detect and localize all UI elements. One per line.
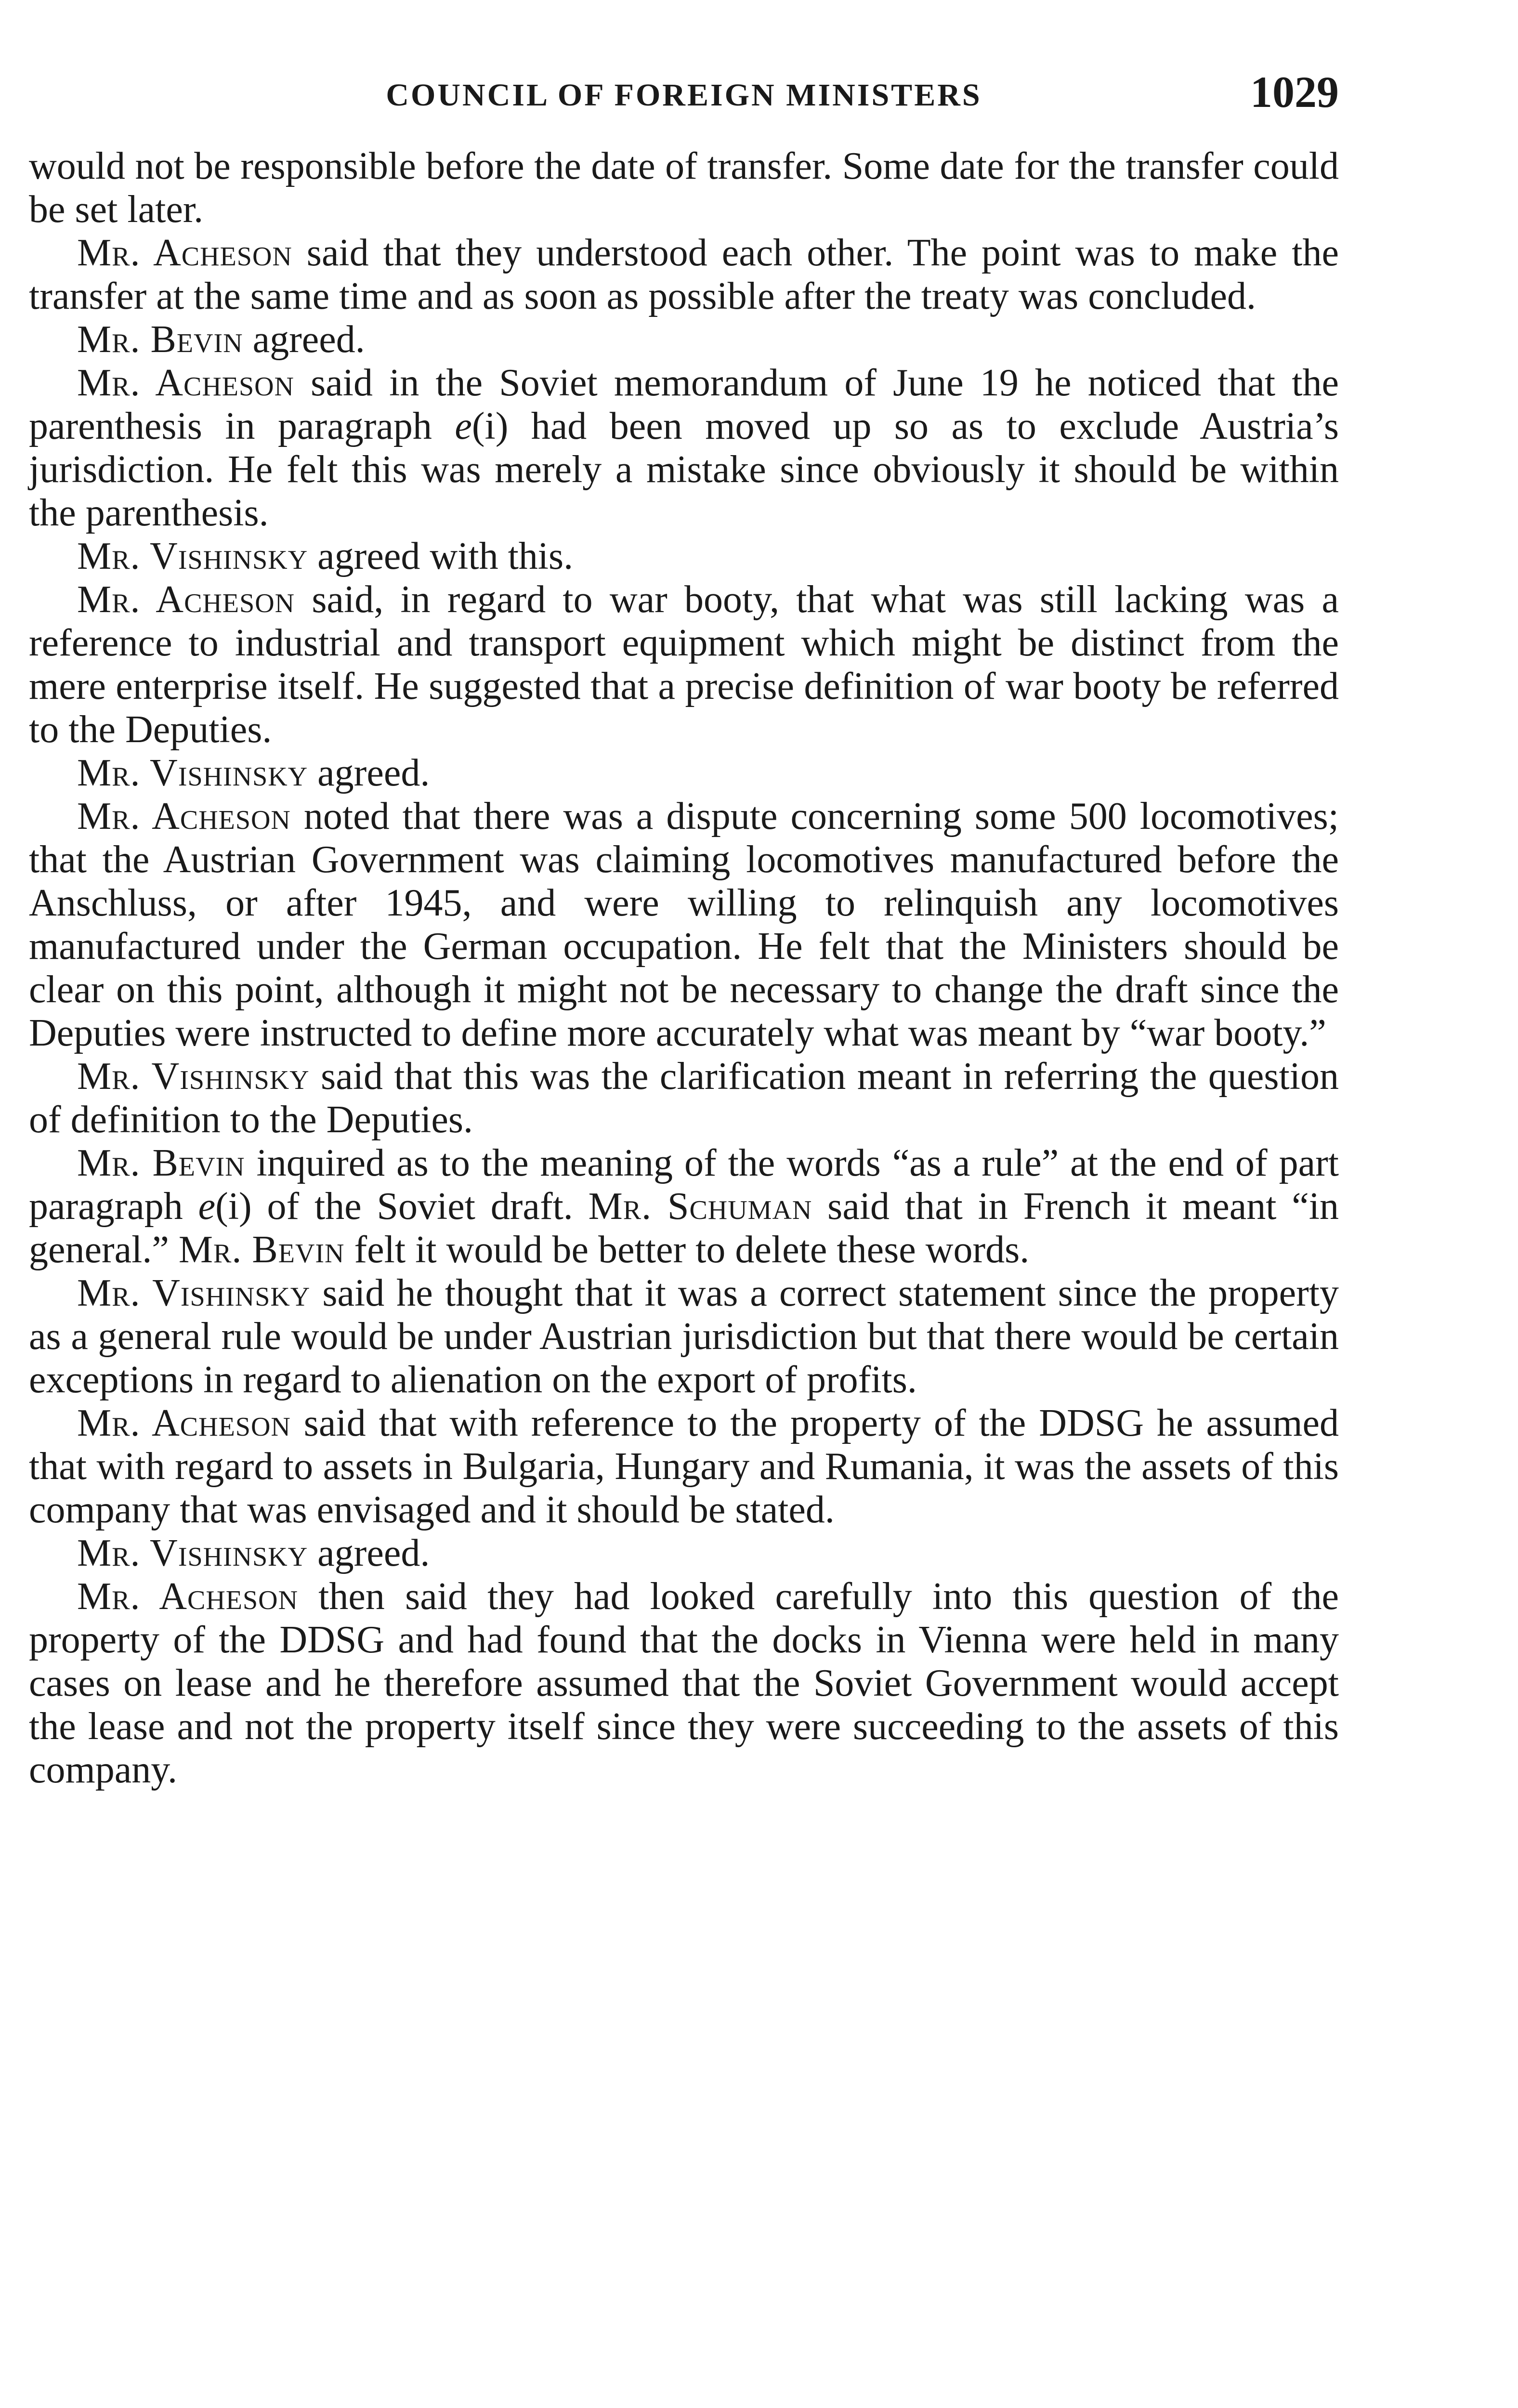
page-number: 1029	[1250, 67, 1339, 117]
paragraph	[29, 231, 1339, 318]
paragraph-text: said in the Soviet memorandum of June 19 he noticed that the parenthesis in paragraph	[29, 362, 1339, 447]
body-text	[29, 144, 1339, 1792]
paragraph	[29, 535, 1339, 578]
paragraph-text: said that this was the clarification meant in referring the question of definition to the Deputies.	[29, 1055, 1339, 1141]
paragraph-text: (i) of the Soviet draft.	[215, 1185, 589, 1228]
paragraph-continuation	[29, 144, 1339, 231]
paragraph-text: said that they understood each other. The point was to make the transfer at the same time and as soon as possible after the treaty was concluded.	[29, 232, 1339, 317]
speaker-name: Mr. Vishinsky	[77, 1272, 311, 1314]
running-head	[29, 67, 1339, 144]
paragraph-text: then said they had looked carefully into this question of the property of the DDSG and had found that the docks in Vienna were held in many cases on lease and he therefore assumed that the Soviet Government would accept the lease and not the property itself since they were succeeding to the assets of this company.	[29, 1575, 1339, 1791]
paragraph-text: agreed.	[308, 1532, 430, 1574]
speaker-name: Mr. Acheson	[77, 578, 295, 621]
paragraph-text: said that with reference to the property of the DDSG he assumed that with regard to assets in Bulgaria, Hungary and Rumania, it was the assets of this company that was envisaged and it should be stated.	[29, 1402, 1339, 1531]
paragraph-letter: e	[198, 1185, 216, 1228]
speaker-name: Mr. Vishinsky	[77, 1055, 310, 1098]
speaker-name: Mr. Acheson	[77, 362, 294, 404]
paragraph	[29, 1141, 1339, 1271]
paragraph-text: agreed.	[308, 752, 430, 794]
speaker-name: Mr. Acheson	[77, 1575, 299, 1618]
paragraph-text: said, in regard to war booty, that what was still lacking was a reference to industrial and transport equipment which might be distinct from the mere enterprise itself. He suggested that a precise definition of war booty be referred to the Deputies.	[29, 578, 1339, 751]
running-title: COUNCIL OF FOREIGN MINISTERS	[386, 78, 982, 113]
speaker-name: Mr. Vishinsky	[77, 535, 308, 577]
paragraph-text: agreed.	[243, 318, 365, 361]
paragraph	[29, 1575, 1339, 1792]
speaker-name: Mr. Vishinsky	[77, 1532, 308, 1574]
speaker-name: Mr. Bevin	[77, 318, 243, 361]
paragraph	[29, 1055, 1339, 1141]
speaker-name: Mr. Vishinsky	[77, 752, 308, 794]
paragraph	[29, 361, 1339, 535]
document-page	[29, 67, 1339, 2408]
paragraph	[29, 751, 1339, 795]
paragraph	[29, 318, 1339, 361]
speaker-name: Mr. Acheson	[77, 232, 292, 274]
paragraph	[29, 1531, 1339, 1575]
paragraph-text: said that in French it meant “in general.”	[29, 1185, 1339, 1271]
paragraph-text: would not be responsible before the date of transfer. Some date for the transfer could be set later.	[29, 145, 1339, 231]
paragraph-letter: e	[455, 405, 472, 447]
paragraph	[29, 578, 1339, 751]
paragraph-text: felt it would be better to delete these words.	[344, 1229, 1030, 1271]
paragraph-text: inquired as to the meaning of the words “as a rule” at the end of part paragraph	[29, 1142, 1339, 1228]
paragraph-text: said he thought that it was a correct statement since the property as a general rule would be under Austrian jurisdiction but that there would be certain exceptions in regard to alienation on the export of profits.	[29, 1272, 1339, 1401]
speaker-name: Mr. Bevin	[178, 1229, 345, 1271]
paragraph-text: (i) had been moved up so as to exclude Austria’s jurisdiction. He felt this was merely a mistake since obviously it should be within the parenthesis.	[29, 405, 1339, 534]
speaker-name: Mr. Acheson	[77, 1402, 291, 1444]
paragraph	[29, 1401, 1339, 1531]
speaker-name: Mr. Bevin	[77, 1142, 245, 1184]
speaker-name: Mr. Schuman	[588, 1185, 812, 1228]
paragraph-text: agreed with this.	[308, 535, 574, 577]
speaker-name: Mr. Acheson	[77, 795, 291, 838]
paragraph	[29, 1271, 1339, 1401]
paragraph	[29, 795, 1339, 1055]
paragraph-text: noted that there was a dispute concerning some 500 locomotives; that the Austrian Government was claiming locomotives manufactured before the Anschluss, or after 1945, and were willing to relinquish any locomotives manufactured under the German occupation. He felt that the Ministers should be clear on this point, although it might not be necessary to change the draft since the Deputies were instructed to define more accurately what was meant by “war booty.”	[29, 795, 1339, 1054]
